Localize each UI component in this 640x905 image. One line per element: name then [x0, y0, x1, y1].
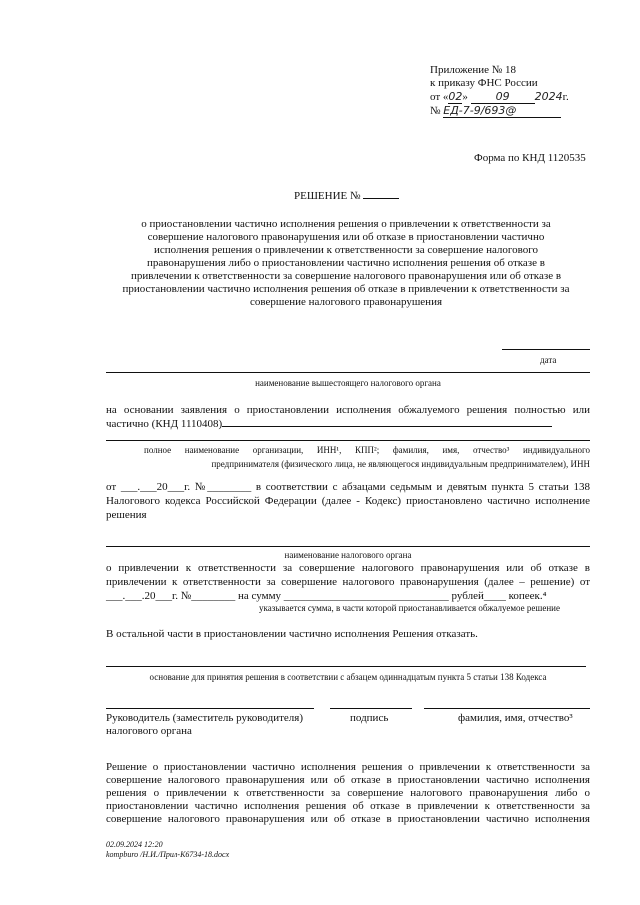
order-date-day: 02 — [448, 90, 463, 103]
appendix-number: Приложение № 18 — [430, 64, 517, 76]
basis-line-2: частично (КНД 1110408) — [106, 418, 590, 431]
about-line-2: привлечении к ответственности за совершение налогового правонарушения (далее – решение) от — [106, 576, 590, 588]
order-reference: к приказу ФНС России — [430, 77, 538, 89]
taxpayer-line — [106, 440, 590, 441]
form-code: Форма по КНД 1120535 — [474, 152, 586, 164]
taxpayer-caption-1: полное наименование организации, ИНН¹, КПП²; фамилия, имя, отчество³ индивидуального — [144, 445, 590, 455]
order-number-value: ЕД-7-9/693@ — [443, 104, 561, 118]
grounds-line — [106, 666, 586, 667]
about-line-1: о привлечении к ответственности за совершение налогового правонарушения или об отказе в — [106, 562, 590, 574]
from-line-3: решения — [106, 509, 147, 521]
footer-timestamp: 02.09.2024 12:20 — [106, 840, 163, 849]
from-line-2: Налогового кодекса Российской Федерации (далее - Кодекс) приостановлено частично исполнение — [106, 495, 590, 507]
higher-authority-caption: наименование вышестоящего налогового органа — [255, 378, 441, 388]
head-line — [106, 708, 314, 709]
footer-filepath: kompburo /Н.И./Прил-К6734-18.docx — [106, 850, 230, 859]
sum-caption: указывается сумма, в части которой приостанавливается обжалуемое решение — [259, 603, 560, 613]
order-date-year: 2024 — [534, 90, 563, 103]
authority-line — [106, 546, 590, 547]
taxpayer-caption-2: предпринимателя (физического лица, не являющегося индивидуальным предпринимателем), ИНН — [211, 459, 590, 469]
signature-line — [330, 708, 412, 709]
grounds-caption: основание для принятия решения в соответствии с абзацем одиннадцатым пункта 5 статьи 138 Кодекса — [149, 672, 547, 682]
higher-authority-line — [106, 372, 590, 373]
about-line-3: ___.___.20___г. №________ на сумму ______________________________ рублей____ копеек.⁴ — [106, 590, 547, 602]
basis-line-1: на основании заявления о приостановлении исполнения обжалуемого решения полностью или — [106, 404, 590, 416]
head-title-2: налогового органа — [106, 725, 192, 737]
appendix-header — [430, 64, 610, 118]
order-date-month: 09 — [471, 90, 535, 104]
order-date: от «02» 09 2024г. — [430, 90, 569, 103]
order-number: № ЕД-7-9/693@ — [430, 104, 610, 118]
bottom-paragraph: Решение о приостановлении частично исполнения решения о привлечении к ответственности за совершение налогового правонарушения или об отказе в приостановлении частично исполнения решения о привлечении к ответственности за совершение налогового правонарушения либо о приостановлении частично исполнения решения об отказе в привлечении к ответственности за совершение налогового правонарушения или об отказе в приостановлении частично исполнения — [106, 761, 590, 825]
date-caption: дата — [540, 355, 557, 365]
head-title-1: Руководитель (заместитель руководителя) — [106, 712, 303, 724]
document-title: РЕШЕНИЕ № — [294, 190, 399, 203]
authority-caption: наименование налогового органа — [284, 550, 412, 560]
document-subtitle: о приостановлении частично исполнения решения о привлечении к ответственности за совершение налогового правонарушения или об отказе в приостановлении частично исполнения решения о привлечении к ответственности за совершение налогового правонарушения либо о приостановлении частично исполнения решения об отказе в привлечении к ответственности за совершение налогового правонарушения или об отказе в приостановлении частично исполнения решения об отказе в привлечении к ответственности за совершение налогового правонарушения — [122, 218, 570, 308]
from-line-1: от ___.___20___г. №________ в соответствии с абзацами седьмым и девятым пункта 5 статьи 138 — [106, 481, 590, 493]
date-line — [502, 349, 590, 350]
signature-caption: подпись — [350, 712, 389, 724]
fio-line — [424, 708, 590, 709]
fio-caption: фамилия, имя, отчество³ — [458, 712, 573, 724]
refusal-text: В остальной части в приостановлении частично исполнения Решения отказать. — [106, 628, 478, 640]
